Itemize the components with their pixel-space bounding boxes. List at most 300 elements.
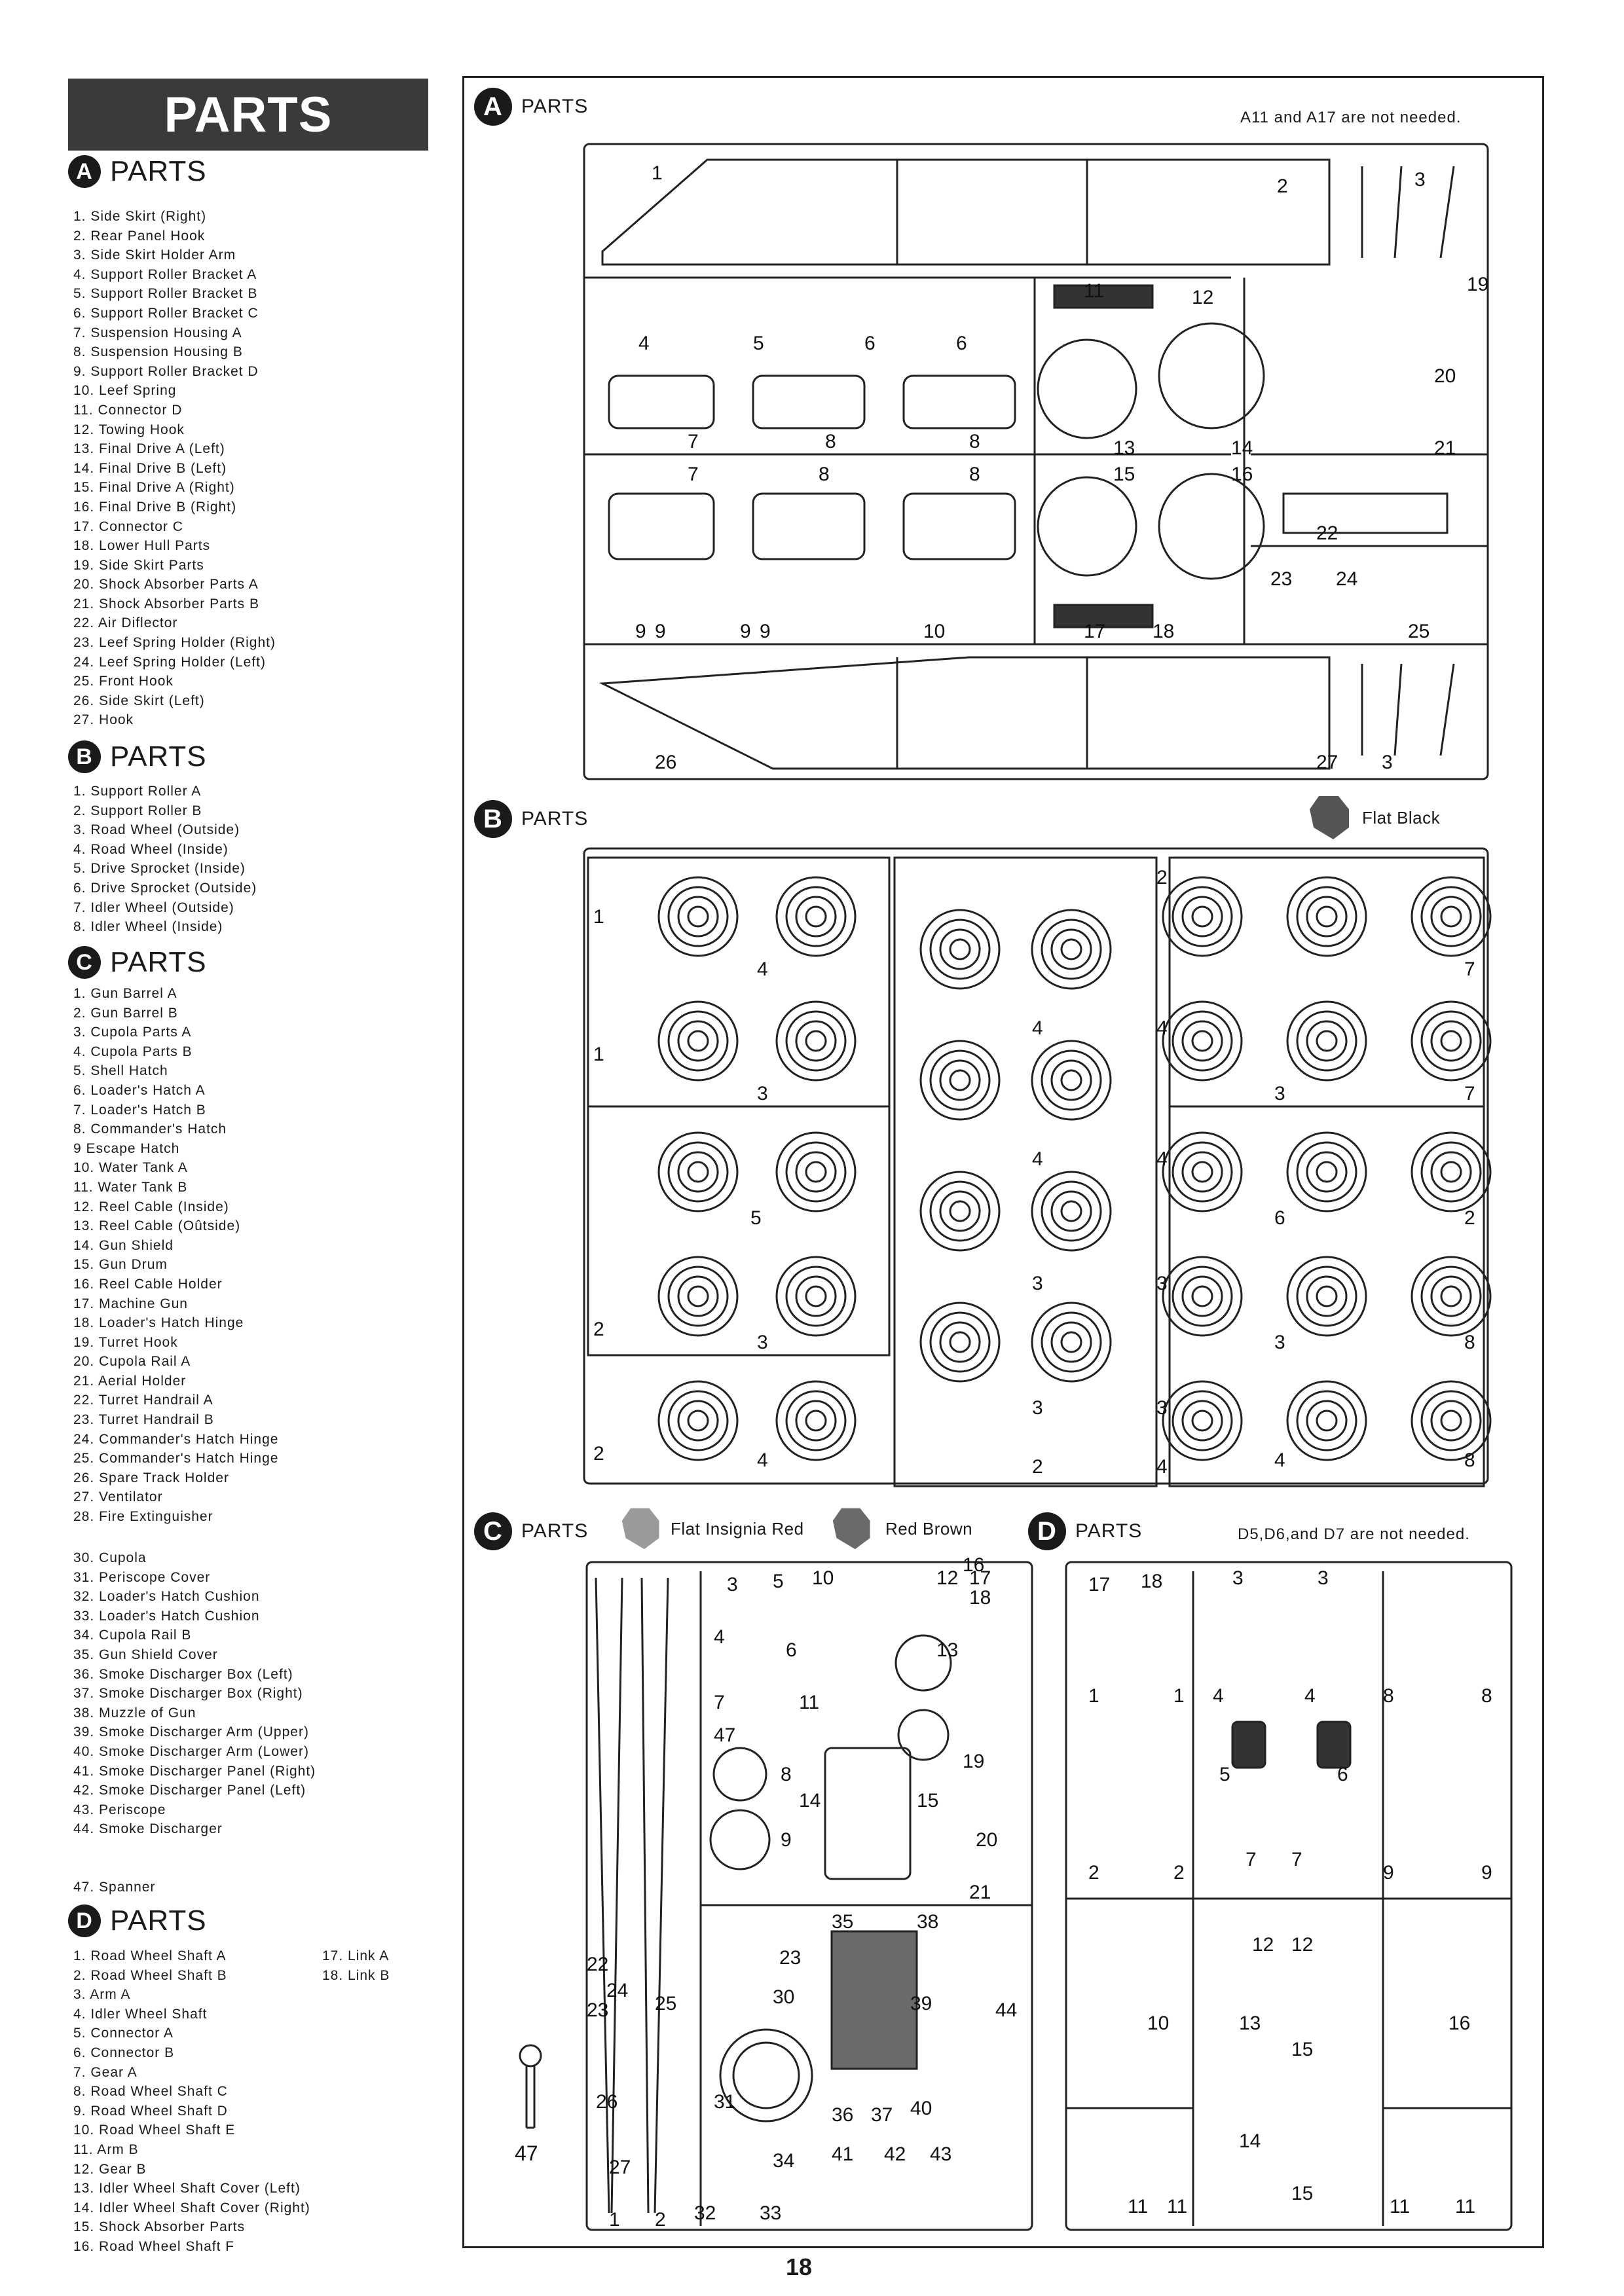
spanner-label: 47: [515, 2141, 538, 2165]
wheel-ring-shape: [1183, 897, 1222, 936]
section-b-title: PARTS: [110, 740, 207, 773]
wheel-ring-shape: [1307, 1401, 1346, 1440]
part-number-label: 9: [781, 1829, 792, 1851]
section-a-parts-list: [73, 207, 276, 730]
part-number-label: 7: [1246, 1849, 1257, 1870]
part-number-label: 17: [1088, 1574, 1111, 1595]
wheel-ring-shape: [678, 1021, 718, 1061]
part-number-label: 4: [1274, 1449, 1285, 1471]
part-number-label: 20: [1434, 365, 1456, 387]
wheel-ring-shape: [1317, 907, 1337, 926]
part-list-item: 4. Cupola Parts B: [73, 1044, 193, 1059]
sprue-b-letter: B: [474, 800, 512, 838]
part-number-label: 22: [587, 1954, 609, 1975]
part-list-item: 6. Drive Sprocket (Outside): [73, 880, 257, 896]
wheel-ring-shape: [1431, 1277, 1471, 1316]
part-number-label: 15: [1113, 464, 1135, 485]
wheel-ring-shape: [1431, 1021, 1471, 1061]
wheel-ring-shape: [1441, 1286, 1461, 1306]
part-list-item: 31. Periscope Cover: [73, 1569, 211, 1585]
part-number-label: 2: [1173, 1862, 1185, 1884]
wheel-ring-shape: [1183, 1021, 1222, 1061]
part-list-item: 17. Link A: [322, 1948, 390, 1963]
part-number-label: 3: [1032, 1273, 1043, 1294]
wheel-ring-shape: [1052, 1061, 1091, 1100]
part-list-item: 36. Smoke Discharger Box (Left): [73, 1666, 293, 1682]
wheel-ring-shape: [1412, 877, 1490, 956]
part-list-item: 34. Cupola Rail B: [73, 1628, 192, 1643]
part-number-label: 1: [593, 906, 604, 928]
part-number-label: 1: [1088, 1685, 1099, 1707]
wheel-ring-shape: [678, 1401, 718, 1440]
part-number-label: 21: [1434, 437, 1456, 459]
part-list-item: 5. Connector A: [73, 2026, 174, 2041]
part-list-item: 12. Gear B: [73, 2161, 147, 2177]
part-number-label: 4: [1156, 1148, 1168, 1170]
part-number-label: 8: [819, 464, 830, 485]
part-number-label: 44: [995, 1999, 1018, 2021]
part-number-label: 9: [635, 621, 646, 642]
wheel-ring-shape: [1317, 1286, 1337, 1306]
part-list-item: 20. Cupola Rail A: [73, 1354, 191, 1370]
wheel-ring-shape: [1052, 930, 1091, 969]
red-brown-label: Red Brown: [885, 1518, 973, 1539]
part-list-item: 23. Leef Spring Holder (Right): [73, 635, 276, 651]
wheel-ring-shape: [1412, 1381, 1490, 1460]
wheel-ring-shape: [1192, 907, 1212, 926]
part-number-label: 6: [864, 333, 876, 354]
wheel-ring-shape: [1307, 1021, 1346, 1061]
sprue-a-label: PARTS: [521, 96, 589, 117]
wheel-ring-shape: [1441, 1031, 1461, 1051]
part-number-label: 8: [781, 1764, 792, 1785]
section-c-parts-list-continued: [73, 1548, 316, 1839]
part-number-label: 7: [714, 1692, 725, 1713]
part-list-item: 9 Escape Hatch: [73, 1140, 180, 1156]
wheel-ring-shape: [688, 907, 708, 926]
part-number-label: 8: [825, 431, 836, 452]
sprue-b-label: PARTS: [521, 808, 589, 829]
wheel-ring-shape: [688, 1162, 708, 1182]
part-list-item: 22. Air Diflector: [73, 615, 178, 631]
section-c-title: PARTS: [110, 946, 207, 978]
part-number-label: 21: [969, 1882, 991, 1903]
wheel-ring-shape: [659, 877, 737, 956]
wheel-ring-shape: [688, 1031, 708, 1051]
wheel-ring-shape: [1183, 1152, 1222, 1192]
part-list-item: 24. Commander's Hatch Hinge: [73, 1431, 279, 1447]
wheel-ring-shape: [1032, 1041, 1111, 1120]
part-list-item: 7. Idler Wheel (Outside): [73, 900, 234, 915]
section-b-heading: [68, 737, 207, 776]
sprue-frame-shape: [1170, 1106, 1484, 1486]
spanner-part-47: [512, 2043, 564, 2167]
part-number-label: 15: [1291, 2039, 1314, 2060]
part-number-label: 1: [593, 1044, 604, 1065]
part-number-label: 16: [963, 1554, 985, 1576]
part-number-label: 3: [757, 1083, 768, 1104]
part-number-label: 41: [832, 2143, 854, 2165]
part-list-item: 38. Muzzle of Gun: [73, 1705, 196, 1721]
wheel-ring-shape: [1061, 939, 1081, 959]
sprue-d-note: D5,D6,and D7 are not needed.: [1238, 1525, 1470, 1543]
part-list-item: 18. Link B: [322, 1967, 390, 1983]
section-a-letter: A: [68, 155, 101, 188]
part-list-item: 8. Road Wheel Shaft C: [73, 2084, 228, 2100]
part-list-item: 6. Support Roller Bracket C: [73, 305, 259, 321]
part-number-label: 2: [1277, 175, 1288, 197]
wheel-ring-shape: [1163, 1381, 1242, 1460]
part-number-label: 31: [714, 2091, 736, 2113]
part-number-label: 10: [812, 1567, 834, 1589]
part-list-item: 17. Connector C: [73, 519, 183, 534]
section-d-heading: [68, 1901, 207, 1941]
part-number-label: 6: [786, 1639, 797, 1661]
part-list-item: 2. Road Wheel Shaft B: [73, 1967, 227, 1983]
section-a-heading: [68, 152, 207, 191]
wheel-ring-shape: [1287, 1257, 1366, 1336]
sprue-c-diagram: [583, 1554, 1041, 2239]
wheel-ring-shape: [777, 1257, 855, 1336]
part-number-label: 5: [1219, 1764, 1230, 1785]
part-number-label: 3: [1156, 1273, 1168, 1294]
wheel-ring-shape: [1431, 1152, 1471, 1192]
paint-swatch-icon: [830, 1506, 876, 1552]
wheel-ring-shape: [1431, 897, 1471, 936]
wheel-ring-shape: [796, 1277, 836, 1316]
wheel-ring-shape: [1307, 1152, 1346, 1192]
part-list-item: 11. Arm B: [73, 2141, 139, 2157]
part-number-label: 6: [1274, 1207, 1285, 1229]
part-number-label: 1: [1173, 1685, 1185, 1707]
wheel-ring-shape: [1307, 897, 1346, 936]
part-list-item: 9. Road Wheel Shaft D: [73, 2103, 228, 2119]
part-number-label: 12: [936, 1567, 959, 1589]
part-number-label: 9: [1383, 1862, 1394, 1884]
part-number-label: 4: [1032, 1148, 1043, 1170]
part-number-label: 3: [727, 1574, 738, 1595]
part-list-item: 5. Support Roller Bracket B: [73, 286, 258, 302]
flat-insignia-red-swatch: [619, 1506, 804, 1552]
part-list-item: 25. Front Hook: [73, 674, 174, 689]
part-number-label: 9: [760, 621, 771, 642]
wheel-ring-shape: [777, 877, 855, 956]
sprue-a-heading: [474, 88, 588, 126]
part-list-item: 28. Fire Extinguisher: [73, 1509, 213, 1525]
wheel-ring-shape: [777, 1381, 855, 1460]
wheel-ring-shape: [940, 1061, 980, 1100]
wheel-ring-shape: [950, 1070, 970, 1090]
wheel-ring-shape: [1032, 910, 1111, 989]
part-number-label: 11: [1084, 280, 1105, 302]
part-number-label: 8: [1481, 1685, 1492, 1707]
wheel-ring-shape: [940, 1192, 980, 1231]
part-number-label: 7: [688, 431, 699, 452]
part-number-label: 11: [799, 1692, 820, 1713]
part-list-item: 21. Aerial Holder: [73, 1373, 187, 1389]
part-list-item: 8. Commander's Hatch: [73, 1121, 227, 1137]
part-number-label: 4: [1213, 1685, 1224, 1707]
paint-swatch-icon: [619, 1506, 665, 1552]
part-number-label: 24: [606, 1980, 629, 2001]
part-number-label: 15: [1291, 2183, 1314, 2204]
part-number-label: 2: [1156, 867, 1168, 888]
sprue-a-note: A11 and A17 are not needed.: [1240, 109, 1462, 126]
part-number-label: 24: [1336, 568, 1358, 590]
part-number-label: 47: [714, 1724, 736, 1746]
part-number-label: 40: [910, 2098, 932, 2119]
part-number-label: 23: [779, 1947, 802, 1969]
part-list-item: 13. Idler Wheel Shaft Cover (Left): [73, 2181, 301, 2196]
wheel-ring-shape: [659, 1133, 737, 1211]
part-list-item: 14. Idler Wheel Shaft Cover (Right): [73, 2200, 310, 2215]
wheel-ring-shape: [688, 1411, 708, 1430]
part-number-label: 3: [1232, 1567, 1244, 1589]
part-number-label: 39: [910, 1993, 932, 2014]
part-number-label: 43: [930, 2143, 952, 2165]
part-list-item: 17. Machine Gun: [73, 1296, 188, 1311]
part-number-label: 33: [760, 2202, 782, 2224]
part-number-label: 9: [655, 621, 666, 642]
wheel-ring-shape: [796, 1152, 836, 1192]
part-list-item: 2. Rear Panel Hook: [73, 228, 206, 244]
part-list-item: 15. Shock Absorber Parts: [73, 2219, 246, 2235]
part-number-label: 19: [963, 1751, 985, 1772]
wheel-ring-shape: [806, 907, 826, 926]
wheel-ring-shape: [1412, 1002, 1490, 1080]
part-number-label: 11: [1390, 2196, 1411, 2217]
wheel-ring-shape: [1061, 1070, 1081, 1090]
sprue-frame-shape: [1170, 858, 1484, 1106]
part-number-label: 16: [1231, 464, 1253, 485]
wheel-ring-shape: [1052, 1192, 1091, 1231]
part-number-label: 3: [1032, 1397, 1043, 1419]
part-list-item: 1. Road Wheel Shaft A: [73, 1948, 227, 1963]
wheel-ring-shape: [688, 1286, 708, 1306]
sprue-d-letter: D: [1028, 1512, 1066, 1550]
sprue-d-heading: [1028, 1512, 1142, 1550]
wheel-ring-shape: [659, 1002, 737, 1080]
part-list-item: 5. Drive Sprocket (Inside): [73, 861, 246, 877]
part-number-label: 3: [1414, 169, 1426, 191]
wheel-ring-shape: [1183, 1277, 1222, 1316]
part-number-label: 35: [832, 1911, 854, 1933]
wheel-ring-shape: [921, 1041, 999, 1120]
part-list-item: 41. Smoke Discharger Panel (Right): [73, 1763, 316, 1779]
wheel-ring-shape: [1287, 1002, 1366, 1080]
part-number-label: 8: [969, 464, 980, 485]
part-list-item: 1. Side Skirt (Right): [73, 209, 207, 224]
part-list-item: 21. Shock Absorber Parts B: [73, 596, 259, 611]
wheel-ring-shape: [1287, 1381, 1366, 1460]
part-list-item: 19. Turret Hook: [73, 1334, 178, 1350]
part-list-item: 7. Suspension Housing A: [73, 325, 242, 340]
part-number-label: 4: [714, 1626, 725, 1648]
flat-black-label: Flat Black: [1362, 807, 1441, 828]
part-number-label: 6: [1337, 1764, 1348, 1785]
wheel-ring-shape: [1192, 1286, 1212, 1306]
wheel-ring-shape: [950, 1332, 970, 1352]
part-list-item: 4. Road Wheel (Inside): [73, 841, 229, 857]
part-list-item: 33. Loader's Hatch Cushion: [73, 1608, 260, 1624]
part-number-label: 2: [593, 1443, 604, 1465]
part-number-label: 2: [1088, 1862, 1099, 1884]
part-list-item: 26. Spare Track Holder: [73, 1470, 229, 1485]
sprue-frame-shape: [895, 858, 1156, 1486]
part-list-item: 4. Idler Wheel Shaft: [73, 2006, 208, 2022]
wheel-ring-shape: [921, 1172, 999, 1250]
part-number-label: 4: [757, 958, 768, 980]
part-number-label: 5: [750, 1207, 762, 1229]
wheel-ring-shape: [659, 1381, 737, 1460]
wheel-ring-shape: [1032, 1172, 1111, 1250]
part-list-item: 27. Hook: [73, 712, 134, 728]
wheel-ring-shape: [678, 897, 718, 936]
part-number-label: 12: [1291, 1934, 1314, 1956]
part-number-label: 1: [609, 2209, 620, 2231]
part-number-label: 1: [652, 162, 663, 184]
wheel-ring-shape: [796, 1021, 836, 1061]
part-number-label: 8: [1383, 1685, 1394, 1707]
part-number-label: 9: [740, 621, 751, 642]
part-number-label: 37: [871, 2104, 893, 2126]
part-number-label: 18: [969, 1587, 991, 1609]
part-number-label: 7: [1464, 958, 1475, 980]
part-number-label: 17: [1084, 621, 1106, 642]
part-number-label: 25: [1408, 621, 1430, 642]
part-number-label: 18: [1141, 1571, 1163, 1592]
part-list-item: 43. Periscope: [73, 1802, 166, 1817]
wheel-ring-shape: [940, 930, 980, 969]
part-list-item: 35. Gun Shield Cover: [73, 1647, 218, 1662]
wheel-ring-shape: [1412, 1133, 1490, 1211]
wheel-ring-shape: [806, 1286, 826, 1306]
wheel-ring-shape: [659, 1257, 737, 1336]
part-list-item: 11. Water Tank B: [73, 1179, 188, 1195]
part-number-label: 34: [773, 2150, 795, 2172]
part-number-label: 2: [1464, 1207, 1475, 1229]
part-number-label: 8: [969, 431, 980, 452]
section-c-heading: [68, 943, 207, 982]
part-list-item: 44. Smoke Discharger: [73, 1821, 223, 1837]
part-number-label: 14: [1239, 2130, 1261, 2152]
section-c-parts-list-spanner: [73, 1878, 155, 1897]
part-list-item: 9. Support Roller Bracket D: [73, 363, 259, 379]
sprue-a-letter: A: [474, 88, 512, 126]
part-list-item: 14. Final Drive B (Left): [73, 460, 227, 476]
part-number-label: 7: [1464, 1083, 1475, 1104]
part-list-item: 2. Support Roller B: [73, 803, 202, 818]
part-number-label: 3: [1274, 1083, 1285, 1104]
part-number-label: 19: [1467, 274, 1489, 295]
part-list-item: 27. Ventilator: [73, 1489, 163, 1505]
part-list-item: 23. Turret Handrail B: [73, 1412, 214, 1428]
wheel-ring-shape: [796, 1401, 836, 1440]
part-list-item: 39. Smoke Discharger Arm (Upper): [73, 1724, 309, 1740]
part-list-item: 11. Connector D: [73, 402, 183, 418]
part-list-item: 10. Leef Spring: [73, 383, 177, 399]
part-number-label: 7: [1291, 1849, 1302, 1870]
wheel-ring-shape: [1317, 1162, 1337, 1182]
part-number-label: 42: [884, 2143, 906, 2165]
parts-banner: PARTS: [68, 79, 428, 151]
part-list-item: 12. Towing Hook: [73, 422, 185, 437]
part-number-label: 6: [956, 333, 967, 354]
part-number-label: 13: [936, 1639, 959, 1661]
part-list-item: 19. Side Skirt Parts: [73, 557, 204, 573]
part-list-item: 42. Smoke Discharger Panel (Left): [73, 1783, 306, 1798]
wheel-ring-shape: [940, 1322, 980, 1362]
wheel-ring-shape: [806, 1162, 826, 1182]
part-list-item: 25. Commander's Hatch Hinge: [73, 1451, 279, 1467]
part-number-label: 26: [596, 2091, 618, 2113]
part-list-item: 30. Cupola: [73, 1550, 147, 1565]
part-list-item: 16. Final Drive B (Right): [73, 499, 237, 515]
wheel-ring-shape: [806, 1031, 826, 1051]
part-number-label: 9: [1481, 1862, 1492, 1884]
wheel-ring-shape: [1052, 1322, 1091, 1362]
part-number-label: 11: [1128, 2196, 1149, 2217]
part-list-item: 1. Gun Barrel A: [73, 986, 177, 1001]
wheel-ring-shape: [1163, 1002, 1242, 1080]
part-number-label: 14: [1231, 437, 1253, 459]
part-number-label: 20: [976, 1829, 998, 1851]
section-b-parts-list: [73, 782, 257, 937]
section-b-letter: B: [68, 740, 101, 773]
wheel-ring-shape: [806, 1411, 826, 1430]
part-number-label: 25: [655, 1993, 677, 2014]
part-number-label: 4: [1032, 1017, 1043, 1039]
wheel-ring-shape: [1431, 1401, 1471, 1440]
sprue-b-heading: [474, 800, 588, 838]
part-list-item: 18. Lower Hull Parts: [73, 538, 211, 554]
wheel-ring-shape: [1032, 1303, 1111, 1381]
part-list-item: 26. Side Skirt (Left): [73, 693, 205, 708]
part-number-label: 38: [917, 1911, 939, 1933]
wheel-ring-shape: [921, 1303, 999, 1381]
page-number: 18: [786, 2253, 813, 2280]
part-list-item: 15. Final Drive A (Right): [73, 480, 235, 496]
part-number-label: 3: [1382, 752, 1393, 773]
part-number-label: 10: [923, 621, 946, 642]
part-list-item: 4. Support Roller Bracket A: [73, 266, 257, 282]
part-number-label: 8: [1464, 1332, 1475, 1353]
wheel-ring-shape: [1307, 1277, 1346, 1316]
part-list-item: 8. Suspension Housing B: [73, 344, 243, 360]
part-number-label: 2: [655, 2209, 666, 2231]
part-number-label: 11: [1167, 2196, 1188, 2217]
part-list-item: 24. Leef Spring Holder (Left): [73, 654, 266, 670]
part-number-label: 10: [1147, 2013, 1170, 2034]
red-brown-swatch: [830, 1506, 972, 1552]
part-list-item: 2. Gun Barrel B: [73, 1005, 178, 1021]
wheel-ring-shape: [1287, 1133, 1366, 1211]
sprue-b-diagram: [580, 845, 1497, 1493]
flat-insignia-red-label: Flat Insignia Red: [671, 1518, 804, 1539]
part-list-item: 15. Gun Drum: [73, 1257, 168, 1273]
paint-swatch-icon: [1307, 793, 1356, 842]
part-number-label: 12: [1192, 287, 1214, 308]
sprue-c-label: PARTS: [521, 1520, 589, 1542]
wheel-ring-shape: [1192, 1031, 1212, 1051]
wheel-ring-shape: [1441, 907, 1461, 926]
part-number-label: 23: [587, 1999, 609, 2021]
part-list-item: 14. Gun Shield: [73, 1237, 174, 1253]
part-number-label: 27: [609, 2157, 631, 2178]
sprue-d-label: PARTS: [1075, 1520, 1143, 1542]
part-list-item: 6. Connector B: [73, 2045, 175, 2060]
part-list-item: 13. Final Drive A (Left): [73, 441, 225, 457]
